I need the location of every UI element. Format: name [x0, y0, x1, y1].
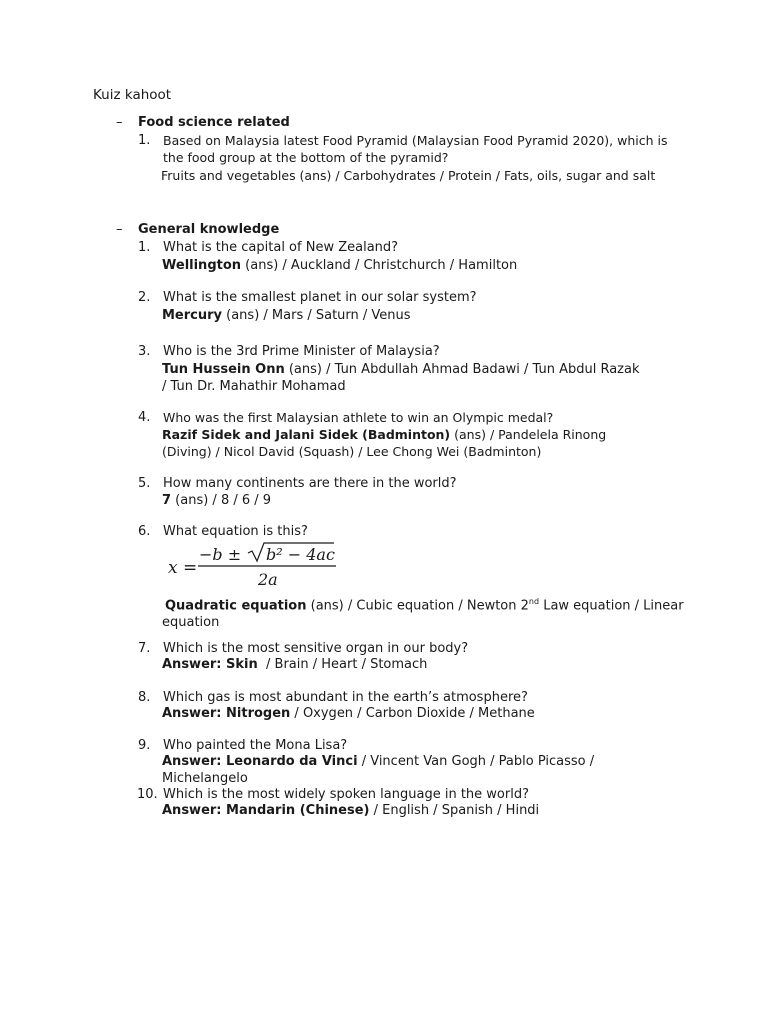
- correct-answer: Quadratic equation: [165, 598, 307, 614]
- question-number: 8.: [138, 690, 151, 705]
- formula-numerator: −b ±: [199, 545, 242, 564]
- correct-answer: Answer: Leonardo da Vinci: [162, 754, 358, 769]
- question-text: Which is the most widely spoken language in the world?: [163, 787, 529, 802]
- other-options: (ans) / Cubic equation / Newton 2: [306, 598, 529, 614]
- other-options: (ans) / 8 / 6 / 9: [171, 493, 272, 508]
- answer-options: [162, 257, 684, 274]
- answer-options: [162, 426, 684, 460]
- correct-answer: Tun Hussein Onn: [162, 362, 285, 377]
- answer-options: Fruits and vegetables (ans) / Carbohydrates / Protein / Fats, oils, sugar and salt: [161, 168, 656, 183]
- other-options: (ans) / Pandelela Rinong: [450, 427, 607, 442]
- question-number: 1.: [138, 133, 151, 148]
- section-header: [0, 221, 768, 239]
- question-number: 2.: [138, 290, 151, 305]
- question-text: [163, 132, 683, 166]
- answer-options: [162, 705, 684, 722]
- question-text: Which gas is most abundant in the earth’s atmosphere?: [163, 690, 528, 705]
- correct-answer: Mercury: [162, 308, 223, 323]
- question-text: Which is the most sensitive organ in our body?: [163, 641, 469, 656]
- answer-line: [162, 361, 684, 378]
- answer-options: [162, 361, 684, 395]
- question-text: Who was the first Malaysian athlete to win an Olympic medal?: [163, 410, 554, 425]
- section-label: General knowledge: [138, 222, 280, 237]
- question-text-line: Based on Malaysia latest Food Pyramid (Malaysian Food Pyramid 2020), which is: [163, 133, 668, 148]
- answer-options: [162, 656, 684, 673]
- answer-options: [162, 802, 684, 819]
- question-text: What equation is this?: [163, 524, 308, 539]
- question-text: How many continents are there in the world?: [163, 476, 457, 491]
- answer-options: [162, 753, 684, 787]
- question-text: Who is the 3rd Prime Minister of Malaysia?: [163, 344, 440, 359]
- question-number: 7.: [138, 641, 151, 656]
- answer-line: (Diving) / Nicol David (Squash) / Lee Chong Wei (Badminton): [162, 444, 542, 459]
- correct-answer: Razif Sidek and Jalani Sidek (Badminton): [162, 427, 451, 442]
- document-title: Kuiz kahoot: [93, 87, 172, 103]
- answer-line: equation: [162, 615, 220, 631]
- question-text-line: the food group at the bottom of the pyramid?: [163, 150, 449, 165]
- correct-answer: Wellington: [162, 258, 242, 273]
- question-number: 9.: [138, 738, 151, 753]
- other-options: (ans) / Mars / Saturn / Venus: [222, 308, 411, 323]
- correct-answer: Answer: Skin: [162, 657, 258, 672]
- other-options: (ans) / Auckland / Christchurch / Hamilton: [241, 258, 518, 273]
- question-text: What is the capital of New Zealand?: [163, 240, 399, 255]
- bullet-dash: –: [116, 115, 123, 130]
- correct-answer: 7: [162, 493, 172, 508]
- answer-line: / Tun Dr. Mahathir Mohamad: [162, 379, 346, 394]
- formula-denominator: 2a: [258, 570, 278, 589]
- question-number: 1.: [138, 240, 151, 255]
- answer-options: [162, 492, 684, 509]
- question-text: Who painted the Mona Lisa?: [163, 738, 348, 753]
- other-options: / Vincent Van Gogh / Pablo Picasso / Michelangelo: [162, 754, 595, 786]
- section-header: [0, 114, 768, 132]
- answer-line: [165, 593, 687, 614]
- formula-radicand: b² − 4ac: [266, 545, 335, 564]
- formula-lhs: x =: [168, 558, 198, 578]
- superscript-text: nd: [528, 597, 540, 606]
- other-options: / Oxygen / Carbon Dioxide / Methane: [290, 706, 535, 721]
- question-number: 3.: [138, 344, 151, 359]
- quadratic-formula-image: [162, 541, 342, 589]
- bullet-dash: –: [116, 222, 123, 237]
- answer-line: [162, 426, 684, 443]
- question-text: What is the smallest planet in our solar system?: [163, 290, 477, 305]
- correct-answer: Answer: Nitrogen: [162, 706, 291, 721]
- question-number: 4.: [138, 410, 151, 425]
- question-number: 6.: [138, 524, 151, 539]
- other-options: / Brain / Heart / Stomach: [257, 657, 428, 672]
- section-label: Food science related: [138, 115, 290, 130]
- question-number: 5.: [138, 476, 151, 491]
- other-options: Law equation / Linear: [539, 598, 684, 614]
- correct-answer: Answer: Mandarin (Chinese): [162, 803, 370, 818]
- other-options: / English / Spanish / Hindi: [369, 803, 540, 818]
- answer-options: [162, 593, 687, 631]
- answer-options: [162, 307, 684, 324]
- question-number: 10.: [137, 787, 158, 802]
- other-options: (ans) / Tun Abdullah Ahmad Badawi / Tun Abdul Razak: [284, 362, 640, 377]
